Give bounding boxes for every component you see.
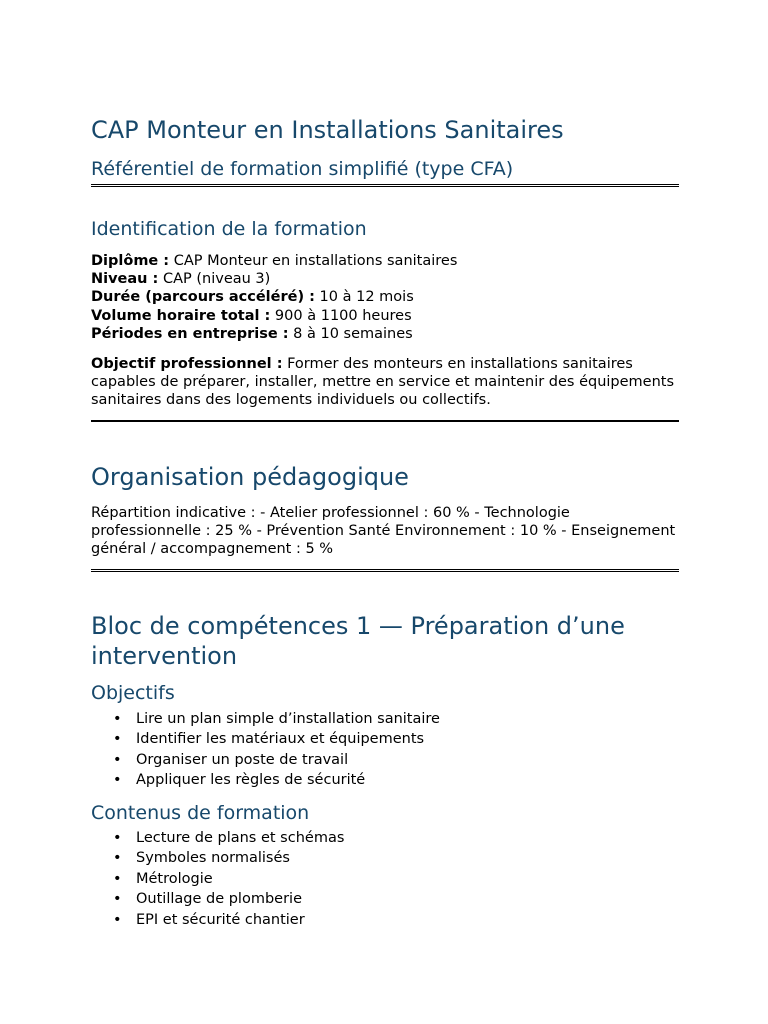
list-item-text: Symboles normalisés: [136, 850, 290, 867]
list-item-text: Lire un plan simple d’installation sanitaire: [136, 711, 440, 727]
list-item-text: Outillage de plomberie: [136, 891, 302, 908]
bullet-icon: •: [113, 731, 122, 748]
objectives-list: [91, 709, 440, 791]
bloc1-heading: Bloc de compétences 1 — Préparation d’une intervention: [91, 612, 625, 670]
field-label: Volume horaire total :: [91, 307, 271, 324]
objectives-heading: Objectifs: [91, 682, 175, 704]
list-item-text: Lecture de plans et schémas: [136, 830, 345, 846]
double-divider: [91, 184, 679, 187]
document-title: CAP Monteur en Installations Sanitaires: [91, 116, 564, 144]
list-item: [91, 729, 440, 749]
bullet-icon: •: [113, 772, 122, 789]
bullet-icon: •: [113, 850, 122, 867]
list-item-text: Organiser un poste de travail: [136, 751, 349, 768]
bullet-icon: •: [113, 891, 122, 908]
field-row: [91, 325, 679, 343]
identification-fields: [91, 252, 679, 343]
list-item: [91, 750, 440, 770]
field-row: [91, 270, 679, 288]
bullet-icon: •: [113, 870, 122, 887]
field-label: Durée (parcours accéléré) :: [91, 289, 315, 306]
bullet-icon: •: [113, 751, 122, 768]
field-value: CAP Monteur en installations sanitaires: [169, 253, 458, 269]
field-value: 8 à 10 semaines: [288, 325, 413, 342]
list-item-text: Identifier les matériaux et équipements: [136, 731, 425, 748]
field-value: 10 à 12 mois: [314, 289, 414, 306]
list-item-text: Métrologie: [136, 870, 213, 887]
field-row: [91, 252, 679, 270]
field-value: 900 à 1100 heures: [270, 307, 412, 324]
contents-heading: Contenus de formation: [91, 802, 310, 824]
objective-text: Former des monteurs en installations sanitaires capables de préparer, installer, mettre en service et maintenir des équipements sanitaires dans des logements individuels ou collectifs.: [91, 356, 675, 409]
document-subtitle: Référentiel de formation simplifié (type CFA): [91, 158, 514, 180]
bullet-icon: •: [113, 911, 122, 928]
bullet-icon: •: [113, 711, 122, 727]
list-item: [91, 828, 344, 848]
double-divider: [91, 569, 679, 572]
organisation-text: Répartition indicative : - Atelier professionnel : 60 % - Technologie professionnelle : 25 % - Prévention Santé Environnement : 10 % - Enseignement général / accompagnement : 5 %: [91, 505, 676, 558]
single-divider: [91, 420, 679, 422]
objective-label: Objectif professionnel :: [91, 356, 283, 372]
list-item: [91, 770, 440, 790]
bullet-icon: •: [113, 830, 122, 846]
field-label: Périodes en entreprise :: [91, 325, 289, 342]
objective-paragraph: [91, 355, 679, 410]
list-item: [91, 889, 344, 909]
identification-heading: Identification de la formation: [91, 218, 367, 240]
field-row: [91, 307, 679, 325]
list-item-text: EPI et sécurité chantier: [136, 911, 305, 928]
list-item: [91, 848, 344, 868]
organisation-heading: Organisation pédagogique: [91, 463, 409, 491]
list-item: [91, 709, 440, 729]
field-label: Niveau :: [91, 271, 159, 288]
list-item-text: Appliquer les règles de sécurité: [136, 772, 366, 789]
contents-list: [91, 828, 344, 930]
list-item: [91, 910, 344, 930]
field-row: [91, 288, 679, 306]
field-label: Diplôme :: [91, 253, 170, 269]
list-item: [91, 869, 344, 889]
field-value: CAP (niveau 3): [158, 271, 271, 288]
